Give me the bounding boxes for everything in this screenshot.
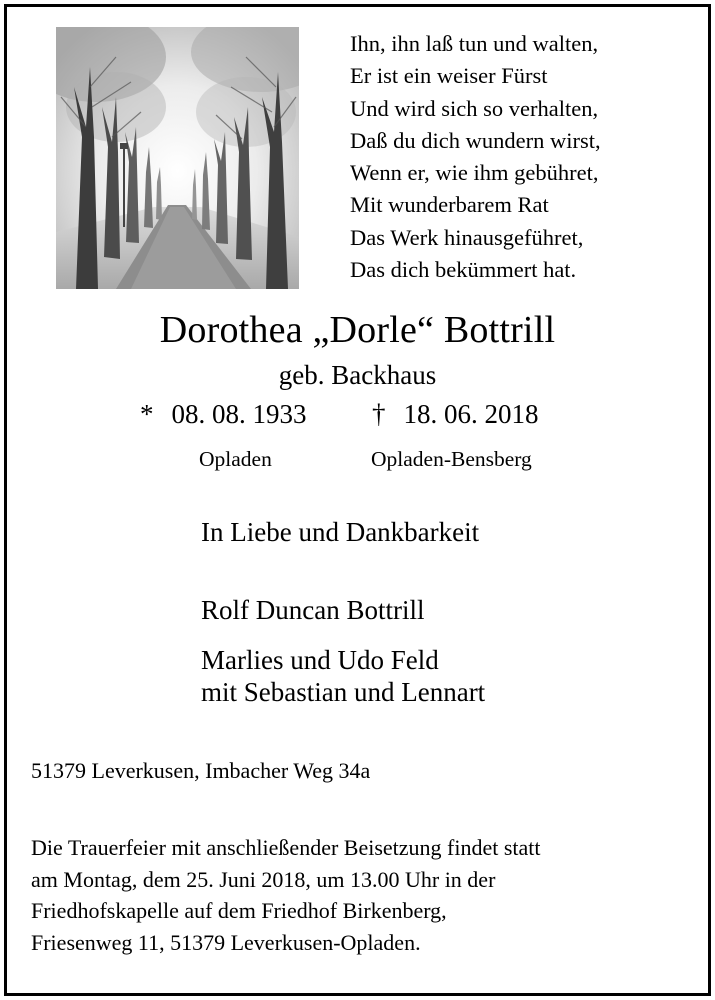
funeral-details — [31, 832, 541, 958]
birth-place: Opladen — [199, 447, 272, 471]
death-place: Opladen-Bensberg — [371, 447, 532, 471]
poem-line: Das dich bekümmert hat. — [350, 257, 577, 283]
poem-line: Er ist ein weiser Fürst — [350, 63, 548, 89]
deceased-name: Dorothea „Dorle“ Bottrill — [159, 309, 556, 351]
funeral-line: Friedhofskapelle auf dem Friedhof Birkenberg, — [31, 898, 447, 923]
death-date-line — [372, 396, 539, 432]
birth-date-line — [140, 396, 307, 432]
mourner-address: 51379 Leverkusen, Imbacher Weg 34a — [31, 758, 371, 783]
poem-line: Und wird sich so verhalten, — [350, 95, 599, 121]
poem-line: Daß du dich wundern wirst, — [350, 127, 601, 153]
misty-tree-avenue-image — [56, 27, 299, 289]
death-date: 18. 06. 2018 — [403, 399, 539, 429]
funeral-line: Friesenweg 11, 51379 Leverkusen-Opladen. — [31, 929, 421, 955]
mourner-name: Marlies und Udo Feld — [201, 645, 439, 675]
death-cross-icon: † — [372, 399, 386, 429]
mourner-name: Rolf Duncan Bottrill — [201, 595, 425, 625]
mourner-name: mit Sebastian und Lennart — [201, 677, 486, 707]
poem-line: Wenn er, wie ihm gebühret, — [350, 160, 599, 186]
birth-date: 08. 08. 1933 — [171, 399, 307, 429]
poem-line: Das Werk hinausgeführet, — [350, 224, 584, 250]
funeral-line: Die Trauerfeier mit anschließender Beisetzung findet statt — [31, 835, 541, 860]
birth-star-icon: * — [140, 399, 154, 429]
dedication: In Liebe und Dankbarkeit — [201, 517, 480, 547]
funeral-line: am Montag, dem 25. Juni 2018, um 13.00 Uhr in der — [31, 866, 496, 892]
poem — [350, 28, 601, 286]
poem-line: Ihn, ihn laß tun und walten, — [350, 31, 599, 56]
maiden-name: geb. Backhaus — [278, 360, 437, 390]
poem-line: Mit wunderbarem Rat — [350, 192, 549, 218]
